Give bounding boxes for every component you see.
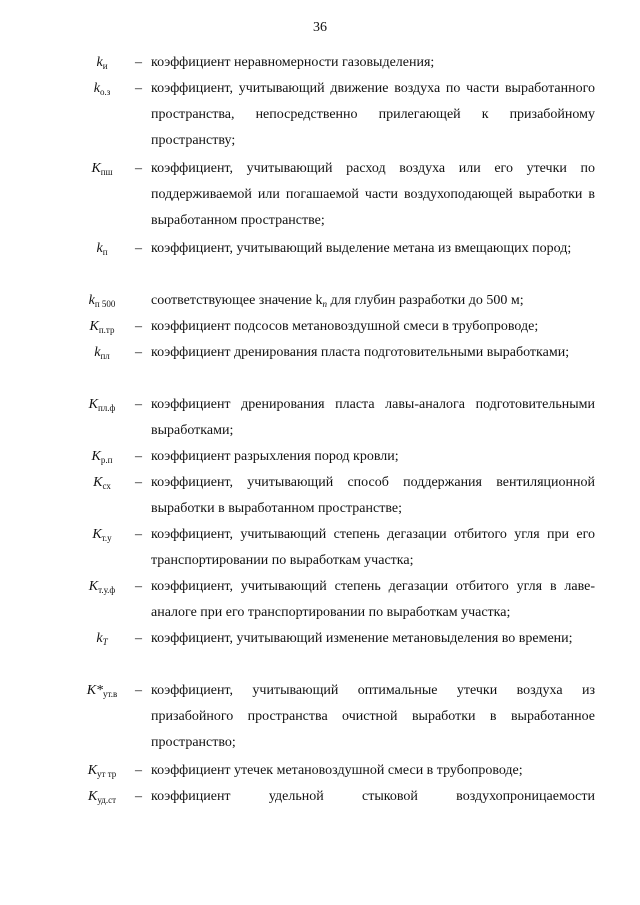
entry-text: коэффициент неравномерности газовыделения; <box>151 55 435 70</box>
entry-symbol: $k_и$ <box>96 55 108 71</box>
entry-dash: – <box>135 631 142 646</box>
entry-symbol: $K_{пл.ф}$ <box>88 397 116 413</box>
entry-dash: – <box>135 319 142 334</box>
entry-dash: – <box>135 475 142 490</box>
entry-dash: – <box>135 763 142 778</box>
entry-text: коэффициент дренирования пласта лавы-аналога подготовительными выработками; <box>151 397 595 438</box>
entry-symbol: $k_{о.з}$ <box>93 81 111 97</box>
entry-text: коэффициент, учитывающий расход воздуха или его утечки по поддерживаемой или погашаемой части воздухоподающей выработки в выработанном пространстве; <box>151 161 595 228</box>
entry-dash: – <box>135 81 142 96</box>
entry-symbol: $K_{уд.ст}$ <box>87 789 117 805</box>
entry-text: коэффициент разрыхления пород кровли; <box>151 449 399 464</box>
entry-symbol: $K_{ут тр}$ <box>87 763 117 779</box>
entry-symbol: $K*_{ут.в}$ <box>86 683 118 699</box>
entry-symbol: $K_{сх}$ <box>93 475 111 491</box>
entry-dash: – <box>135 397 142 412</box>
entry-text: коэффициент подсосов метановоздушной смеси в трубопроводе; <box>151 319 539 334</box>
entry-text: коэффициент дренирования пласта подготовительными выработками; <box>151 345 570 360</box>
entry-dash: – <box>135 161 142 176</box>
page-number: 36 <box>313 20 327 35</box>
entry-text: коэффициент, учитывающий выделение метана из вмещающих пород; <box>151 241 572 256</box>
entry-symbol: $K_{п.тр}$ <box>89 319 115 335</box>
entry-symbol: $k_T$ <box>96 631 108 647</box>
entry-text: коэффициент, учитывающий движение воздуха по части выработанного пространства, непосредственно прилегающей к призабойному пространству; <box>151 81 595 148</box>
entry-dash: – <box>135 241 142 256</box>
entry-text: коэффициент, учитывающий оптимальные утечки воздуха из призабойного пространства очистной выработки в выработанное пространство; <box>151 683 595 750</box>
entry-dash: – <box>135 55 142 70</box>
entry-dash: – <box>135 579 142 594</box>
entry-dash: – <box>135 527 142 542</box>
entry-symbol: $k_{п 500}$ <box>88 293 116 309</box>
entry-dash: – <box>135 345 142 360</box>
entry-text: коэффициент, учитывающий степень дегазации отбитого угля при его транспортировании по выработкам участка; <box>151 527 595 568</box>
entry-dash: – <box>135 789 142 804</box>
entry-symbol: $k_п$ <box>96 241 108 257</box>
entry-text: коэффициент, учитывающий способ поддержания вентиляционной выработки в выработанном пространстве; <box>151 475 595 516</box>
entry-text: коэффициент утечек метановоздушной смеси в трубопроводе; <box>151 763 523 778</box>
entry-dash: – <box>135 683 142 698</box>
entry-text: соответствующее значение $k_п$ для глубин разработки до 500 м; <box>151 293 524 309</box>
entry-symbol: $K_{р.п}$ <box>91 449 113 465</box>
entry-symbol: $K_{пш}$ <box>91 161 113 177</box>
entry-symbol: $K_{т.у.ф}$ <box>88 579 116 595</box>
entry-symbol: $K_{т.у}$ <box>92 527 112 543</box>
entry-text: коэффициент, учитывающий степень дегазации отбитого угля в лаве-аналоге при его транспортировании по выработкам участка; <box>151 579 595 620</box>
entry-text: коэффициент удельной стыковой воздухопроницаемости <box>151 789 595 804</box>
entry-text: коэффициент, учитывающий изменение метановыделения во времени; <box>151 631 573 646</box>
entry-dash: – <box>135 449 142 464</box>
entry-symbol: $k_{пл}$ <box>94 345 110 361</box>
